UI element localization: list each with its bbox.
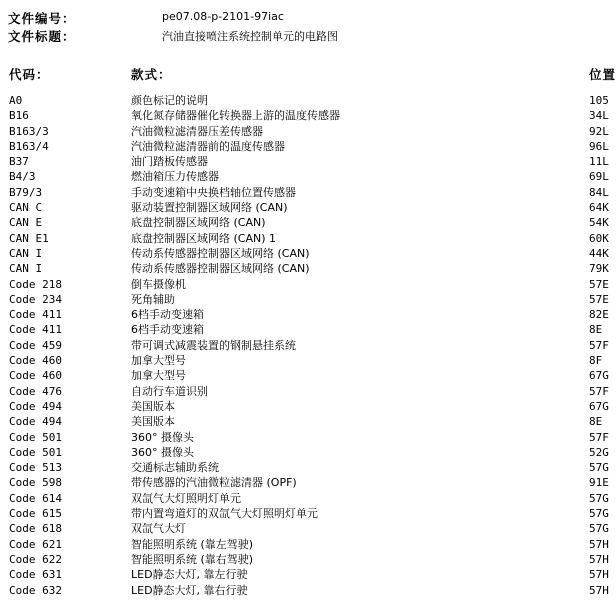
row-description: 底盘控制器区域网络 (CAN) 1 bbox=[131, 231, 277, 245]
row-code: B79/3 bbox=[9, 185, 43, 199]
row-code: Code 494 bbox=[9, 399, 62, 413]
row-code: CAN C bbox=[9, 201, 43, 215]
row-location: 57H bbox=[589, 568, 609, 582]
row-location: 96L bbox=[589, 139, 609, 153]
row-location: 69L bbox=[589, 170, 609, 184]
row-location: 11L bbox=[589, 155, 609, 169]
row-description: 加拿大型号 bbox=[131, 354, 186, 368]
row-location: 57F bbox=[589, 430, 609, 444]
table-row bbox=[0, 583, 607, 598]
row-code: Code 234 bbox=[9, 292, 62, 306]
row-location: 8E bbox=[589, 415, 603, 429]
row-description: 带传感器的汽油微粒滤清器 (OPF) bbox=[131, 476, 297, 490]
row-description: 汽油微粒滤清器前的温度传感器 bbox=[131, 139, 285, 153]
row-description: 360° 摄像头 bbox=[131, 445, 194, 459]
row-location: 67G bbox=[589, 399, 609, 413]
row-description: 6档手动变速箱 bbox=[131, 308, 204, 322]
row-location: 84L bbox=[589, 185, 609, 199]
doc-title-label: 文件标题： bbox=[8, 29, 76, 44]
row-location: 8F bbox=[589, 354, 603, 368]
table-row bbox=[0, 277, 607, 292]
row-location: 34L bbox=[589, 109, 609, 123]
row-code: Code 598 bbox=[9, 476, 62, 490]
row-location: 52G bbox=[589, 445, 609, 459]
row-code: Code 622 bbox=[9, 552, 62, 566]
row-code: Code 501 bbox=[9, 430, 62, 444]
row-code: Code 614 bbox=[9, 491, 62, 505]
row-code: CAN I bbox=[9, 246, 43, 260]
row-description: 死角辅助 bbox=[131, 292, 175, 306]
row-description: 加拿大型号 bbox=[131, 369, 186, 383]
table-row bbox=[0, 246, 607, 261]
table-row bbox=[0, 261, 607, 276]
row-location: 54K bbox=[589, 216, 609, 230]
table-row bbox=[0, 475, 607, 490]
row-code: A0 bbox=[9, 94, 23, 107]
row-location: 67G bbox=[589, 369, 609, 383]
table-row bbox=[0, 169, 607, 184]
table-row bbox=[0, 537, 607, 552]
row-description: 360° 摄像头 bbox=[131, 430, 194, 444]
row-description: 驱动装置控制器区域网络 (CAN) bbox=[131, 201, 288, 215]
table-row bbox=[0, 139, 607, 154]
row-code: Code 460 bbox=[9, 369, 62, 383]
row-description: LED静态大灯, 靠右行驶 bbox=[131, 583, 248, 597]
table-row bbox=[0, 368, 607, 383]
row-location: 57E bbox=[589, 277, 609, 291]
row-code: CAN I bbox=[9, 262, 43, 276]
table-row bbox=[0, 185, 607, 200]
column-header-description: 款式： bbox=[131, 67, 172, 82]
table-row bbox=[0, 552, 607, 567]
table-row bbox=[0, 506, 607, 521]
row-location: 79K bbox=[589, 262, 609, 276]
row-description: 智能照明系统 (靠右驾驶) bbox=[131, 552, 254, 566]
table-row bbox=[0, 93, 607, 108]
row-code: Code 494 bbox=[9, 415, 62, 429]
row-location: 105 bbox=[589, 94, 609, 107]
code-table bbox=[0, 93, 607, 598]
doc-number-value: pe07.08-p-2101-97iac bbox=[162, 10, 284, 23]
row-code: CAN E1 bbox=[9, 231, 49, 245]
row-description: 氧化氮存储器催化转换器上游的温度传感器 bbox=[131, 109, 340, 123]
row-location: 8E bbox=[589, 323, 603, 337]
table-row bbox=[0, 108, 607, 123]
row-location: 57H bbox=[589, 537, 609, 551]
row-description: 颜色标记的说明 bbox=[131, 94, 208, 107]
row-code: Code 411 bbox=[9, 323, 62, 337]
table-row bbox=[0, 460, 607, 475]
row-location: 57G bbox=[589, 461, 609, 475]
row-code: Code 621 bbox=[9, 537, 62, 551]
row-description: 汽油微粒滤清器压差传感器 bbox=[131, 124, 263, 138]
row-code: B16 bbox=[9, 109, 29, 123]
row-code: B163/4 bbox=[9, 139, 49, 153]
row-location: 57F bbox=[589, 338, 609, 352]
row-description: 双氙气大灯 bbox=[131, 522, 186, 536]
row-location: 57H bbox=[589, 552, 609, 566]
row-code: B163/3 bbox=[9, 124, 49, 138]
table-row bbox=[0, 491, 607, 506]
row-description: 倒车摄像机 bbox=[131, 277, 186, 291]
row-code: Code 476 bbox=[9, 384, 62, 398]
row-code: Code 460 bbox=[9, 354, 62, 368]
row-description: 带可调式减震装置的钢制悬挂系统 bbox=[131, 338, 296, 352]
row-description: 自动行车道识别 bbox=[131, 384, 208, 398]
table-row bbox=[0, 215, 607, 230]
table-row bbox=[0, 445, 607, 460]
table-row bbox=[0, 521, 607, 536]
row-description: 双氙气大灯照明灯单元 bbox=[131, 491, 241, 505]
row-location: 82E bbox=[589, 308, 609, 322]
row-code: Code 618 bbox=[9, 522, 62, 536]
doc-number-label: 文件编号： bbox=[8, 11, 76, 26]
row-location: 57E bbox=[589, 292, 609, 306]
row-code: Code 501 bbox=[9, 445, 62, 459]
row-description: LED静态大灯, 靠左行驶 bbox=[131, 568, 248, 582]
row-code: CAN E bbox=[9, 216, 43, 230]
table-row bbox=[0, 430, 607, 445]
row-description: 美国版本 bbox=[131, 415, 175, 429]
row-location: 64K bbox=[589, 201, 609, 215]
row-code: B37 bbox=[9, 155, 29, 169]
row-code: Code 411 bbox=[9, 308, 62, 322]
row-location: 60K bbox=[589, 231, 609, 245]
table-row bbox=[0, 414, 607, 429]
table-row bbox=[0, 322, 607, 337]
row-description: 智能照明系统 (靠左驾驶) bbox=[131, 537, 254, 551]
row-code: Code 615 bbox=[9, 507, 62, 521]
row-code: Code 459 bbox=[9, 338, 62, 352]
table-row bbox=[0, 231, 607, 246]
row-description: 6档手动变速箱 bbox=[131, 323, 204, 337]
row-location: 57G bbox=[589, 491, 609, 505]
row-description: 手动变速箱中央换档轴位置传感器 bbox=[131, 185, 296, 199]
row-code: B4/3 bbox=[9, 170, 36, 184]
row-description: 交通标志辅助系统 bbox=[131, 461, 219, 475]
row-description: 传动系传感器控制器区域网络 (CAN) bbox=[131, 246, 310, 260]
table-row bbox=[0, 307, 607, 322]
row-code: Code 513 bbox=[9, 461, 62, 475]
row-description: 传动系传感器控制器区域网络 (CAN) bbox=[131, 262, 310, 276]
row-code: Code 631 bbox=[9, 568, 62, 582]
table-row bbox=[0, 292, 607, 307]
row-description: 油门踏板传感器 bbox=[131, 155, 208, 169]
row-location: 57F bbox=[589, 384, 609, 398]
table-row bbox=[0, 124, 607, 139]
row-location: 57H bbox=[589, 583, 609, 597]
row-description: 带内置弯道灯的双氙气大灯照明灯单元 bbox=[131, 507, 318, 521]
table-row bbox=[0, 338, 607, 353]
table-row bbox=[0, 353, 607, 368]
column-header-location: 位置 bbox=[589, 67, 616, 82]
row-description: 底盘控制器区域网络 (CAN) bbox=[131, 216, 266, 230]
table-row bbox=[0, 200, 607, 215]
row-description: 美国版本 bbox=[131, 399, 175, 413]
table-row bbox=[0, 567, 607, 582]
row-location: 57G bbox=[589, 507, 609, 521]
row-code: Code 218 bbox=[9, 277, 62, 291]
row-location: 57G bbox=[589, 522, 609, 536]
row-description: 燃油箱压力传感器 bbox=[131, 170, 219, 184]
doc-title-value: 汽油直接喷注系统控制单元的电路图 bbox=[162, 30, 338, 43]
table-row bbox=[0, 154, 607, 169]
table-row bbox=[0, 399, 607, 414]
row-location: 91E bbox=[589, 476, 609, 490]
row-code: Code 632 bbox=[9, 583, 62, 597]
column-header-code: 代码： bbox=[9, 67, 50, 82]
table-row bbox=[0, 384, 607, 399]
row-location: 44K bbox=[589, 246, 609, 260]
row-location: 92L bbox=[589, 124, 609, 138]
